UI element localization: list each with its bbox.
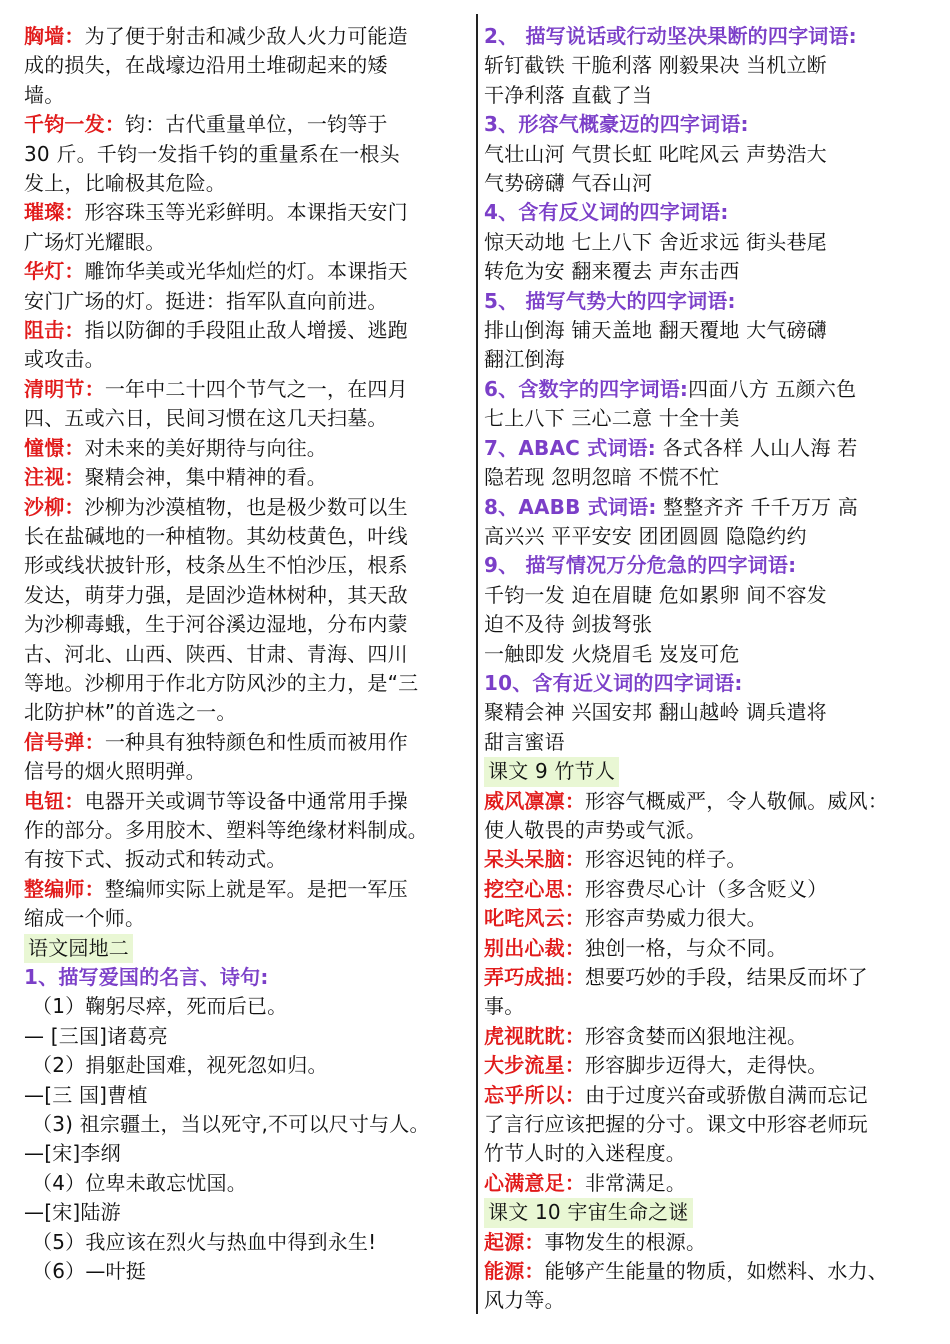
definition: 形容声势威力很大。 <box>585 906 767 931</box>
word-list: 隐若现 忽明忽暗 不慌不忙 <box>484 465 720 490</box>
word-list: 干净利落 直截了当 <box>484 82 653 107</box>
term-colon: ： <box>64 465 85 490</box>
word-list: 一触即发 火烧眉毛 岌岌可危 <box>484 641 740 666</box>
left-column <box>24 22 469 1286</box>
section-heading-line <box>484 757 928 786</box>
definition: 形容气概威严，令人敬佩。威风： <box>585 788 889 813</box>
term-colon: ： <box>564 876 586 901</box>
category-line <box>484 434 928 463</box>
word-list: 转危为安 翻来覆去 声东击西 <box>484 259 740 284</box>
definition-line: 作的部分。多用胶木、塑料等绝缘材料制成。 <box>24 817 428 842</box>
word-list: 斩钉截铁 干脆利落 刚毅果决 当机立断 <box>484 53 827 78</box>
entry-line <box>484 1051 928 1080</box>
definition: 沙柳为沙漠植物，也是极少数可以生 <box>84 494 408 519</box>
definition-line: 北防护林”的首选之一。 <box>24 700 237 725</box>
category-line <box>484 375 928 404</box>
term: 叱咤风云 <box>484 906 565 931</box>
word-list: 气势磅礴 气吞山河 <box>484 171 653 196</box>
term: 挖空心思 <box>484 876 565 901</box>
definition-line: 为沙柳毒蛾，生于河谷溪边湿地，分布内蒙 <box>24 612 408 637</box>
word-list: 气壮山河 气贯长虹 叱咤风云 声势浩大 <box>484 141 827 166</box>
definition: 独创一格，与众不同。 <box>585 935 788 960</box>
section-heading-line <box>24 934 469 963</box>
term-colon: ： <box>564 935 586 960</box>
definition-line: 古、河北、山西、陕西、甘肃、青海、四川 <box>24 641 408 666</box>
term-colon: ： <box>564 965 586 989</box>
entry-line <box>484 787 928 816</box>
entry-line <box>24 110 469 139</box>
definition: 事物发生的根源。 <box>544 1229 707 1254</box>
entry-line <box>484 845 928 874</box>
entry-line <box>484 1169 928 1198</box>
term: 能源 <box>484 1259 525 1284</box>
term: 忘乎所以 <box>484 1082 565 1107</box>
definition: 能够产生能量的物质，如燃料、水力、 <box>544 1259 889 1284</box>
category-heading: 1、描写爱国的名言、诗句: <box>24 965 269 989</box>
category-heading: 5、 描写气势大的四字词语: <box>484 288 736 313</box>
quote-author: — [三国]诸葛亮 <box>24 1023 168 1048</box>
term-colon: ： <box>564 1170 586 1195</box>
definition: 对未来的美好期待与向往。 <box>84 435 328 460</box>
definition-line: 风力等。 <box>484 1288 565 1313</box>
definition-line: 发达，萌芽力强，是固沙造林树种，其天敌 <box>24 582 408 607</box>
term-colon: ： <box>104 112 126 137</box>
definition-line: 四、五或六日，民间习惯在这几天扫墓。 <box>24 406 388 431</box>
definition: 一年中二十四个节气之一，在四月 <box>104 376 408 401</box>
term-colon: ： <box>564 1082 586 1107</box>
entry-line <box>484 1228 928 1257</box>
definition-line: 长在盐碱地的一种植物。其幼枝黄色，叶线 <box>24 523 408 548</box>
entry-line <box>24 198 469 227</box>
term: 清明节 <box>24 376 85 401</box>
category-heading: 3、形容气概豪迈的四字词语: <box>484 112 749 137</box>
definition: 想要巧妙的手段，结果反而坏了 <box>585 965 868 989</box>
definition: 形容贪婪而凶狠地注视。 <box>585 1023 808 1048</box>
definition: 形容脚步迈得大，走得快。 <box>585 1053 828 1078</box>
definition-line: 广场灯光耀眼。 <box>24 229 166 254</box>
category-heading: 2、 描写说话或行动坚决果断的四字词语: <box>484 24 857 48</box>
entry-line <box>24 728 469 757</box>
definition-line: 成的损失，在战壕边沿用土堆砌起来的矮 <box>24 53 388 78</box>
section-heading-line <box>484 1198 928 1227</box>
quote: （3) 祖宗疆土，当以死守,不可以尺寸与人。 <box>32 1112 430 1137</box>
term-colon: ： <box>64 259 85 284</box>
word-list: 四面八方 五颜六色 <box>688 376 857 401</box>
quote-author: —[宋]李纲 <box>24 1141 121 1166</box>
section-heading: 语文园地二 <box>24 934 133 963</box>
definition-line: 使人敬畏的声势或气派。 <box>484 817 707 842</box>
term: 别出心裁 <box>484 935 565 960</box>
definition-line: 安门广场的灯。挺进：指军队直向前进。 <box>24 288 388 313</box>
definition: 指以防御的手段阻止敌人增援、逃跑 <box>84 318 408 343</box>
word-list: 各式各样 人山人海 若 <box>655 435 858 460</box>
entry-line <box>24 787 469 816</box>
definition-line: 竹节人时的入迷程度。 <box>484 1141 686 1166</box>
term-colon: ： <box>64 494 85 519</box>
term-colon: ： <box>564 906 586 931</box>
quote: （6）—叶挺 <box>32 1259 146 1284</box>
word-list: 翻江倒海 <box>484 347 565 372</box>
term: 电钮 <box>24 788 65 813</box>
entry-line <box>484 1022 928 1051</box>
entry-line <box>24 434 469 463</box>
category-heading: 10、含有近义词的四字词语: <box>484 670 743 695</box>
quote: （5）我应该在烈火与热血中得到永生! <box>32 1229 377 1254</box>
definition-line: 形或线状披针形，枝条丛生不怕沙压，根系 <box>24 553 408 578</box>
definition: 形容珠玉等光彩鲜明。本课指天安门 <box>84 200 408 225</box>
entry-line <box>484 1081 928 1110</box>
definition: 一种具有独特颜色和性质而被用作 <box>104 729 408 754</box>
definition-line: 了言行应该把握的分寸。课文中形容老师玩 <box>484 1112 868 1137</box>
word-list: 高兴兴 平平安安 团团圆圆 隐隐约约 <box>484 523 807 548</box>
definition: 整编师实际上就是军。是把一军压 <box>104 876 408 901</box>
definition-line: 缩成一个师。 <box>24 906 146 931</box>
category-heading: 6、含数字的四字词语: <box>484 376 689 401</box>
term: 胸墙 <box>24 24 65 48</box>
word-list: 惊天动地 七上八下 舍近求远 街头巷尾 <box>484 229 827 254</box>
term-colon: ： <box>524 1259 545 1284</box>
term-colon: ： <box>64 200 85 225</box>
definition-line: 事。 <box>484 994 525 1019</box>
term-colon: ： <box>564 788 586 813</box>
entry-line <box>484 875 928 904</box>
category-line <box>484 493 928 522</box>
term: 心满意足 <box>484 1170 565 1195</box>
word-list: 七上八下 三心二意 十全十美 <box>484 406 740 431</box>
category-heading: 9、 描写情况万分危急的四字词语: <box>484 553 797 578</box>
quote: （2）捐躯赴国难，视死忽如归。 <box>32 1053 328 1078</box>
term-colon: ： <box>564 1023 586 1048</box>
term-colon: ： <box>64 788 85 813</box>
right-column <box>484 22 928 1316</box>
term-colon: ： <box>64 318 85 343</box>
term: 注视 <box>24 465 65 490</box>
entry-line <box>24 875 469 904</box>
term-colon: ： <box>564 1053 586 1078</box>
word-list: 甜言蜜语 <box>484 729 565 754</box>
entry-line <box>24 22 469 51</box>
term-colon: ： <box>64 24 85 48</box>
term-colon: ： <box>64 435 85 460</box>
definition: 雕饰华美或光华灿烂的灯。本课指天 <box>84 259 408 284</box>
category-heading: 7、ABAC 式词语: <box>484 435 656 460</box>
word-list: 聚精会神 兴国安邦 翻山越岭 调兵遣将 <box>484 700 827 725</box>
entry-line <box>24 463 469 492</box>
definition: 非常满足。 <box>585 1170 687 1195</box>
entry-line <box>24 316 469 345</box>
word-list: 千钧一发 迫在眉睫 危如累卵 间不容发 <box>484 582 827 607</box>
definition: 由于过度兴奋或骄傲自满而忘记 <box>585 1082 868 1107</box>
definition: 为了便于射击和减少敌人火力可能造 <box>84 24 408 48</box>
definition: 电器开关或调节等设备中通常用手操 <box>84 788 408 813</box>
definition: 钧：古代重量单位，一钧等于 <box>125 112 388 137</box>
term-colon: ： <box>84 729 105 754</box>
quote-author: —[宋]陆游 <box>24 1200 121 1225</box>
entry-line <box>484 904 928 933</box>
term: 千钧一发 <box>24 112 105 137</box>
definition: 形容费尽心计（多含贬义） <box>585 876 828 901</box>
entry-line <box>24 257 469 286</box>
entry-line <box>484 963 928 992</box>
column-divider <box>476 14 478 1314</box>
category-heading: 4、含有反义词的四字词语: <box>484 200 729 225</box>
term-colon: ： <box>84 376 105 401</box>
term-colon: ： <box>84 876 105 901</box>
term: 憧憬 <box>24 435 65 460</box>
term: 大步流星 <box>484 1053 565 1078</box>
term: 呆头呆脑 <box>484 847 565 872</box>
word-list: 整整齐齐 千千万万 高 <box>656 494 859 519</box>
category-heading: 8、AABB 式词语: <box>484 494 657 519</box>
section-heading: 课文 10 宇宙生命之谜 <box>484 1198 693 1227</box>
term: 璀璨 <box>24 200 65 225</box>
term: 整编师 <box>24 876 85 901</box>
term-colon: ： <box>524 1229 545 1254</box>
entry-line <box>24 375 469 404</box>
definition-line: 墙。 <box>24 82 65 107</box>
section-heading: 课文 9 竹节人 <box>484 757 619 786</box>
entry-line <box>24 493 469 522</box>
term: 虎视眈眈 <box>484 1023 565 1048</box>
term: 沙柳 <box>24 494 65 519</box>
entry-line <box>484 1257 928 1286</box>
definition: 形容迟钝的样子。 <box>585 847 747 872</box>
definition-line: 发上，比喻极其危险。 <box>24 171 226 196</box>
term: 弄巧成拙 <box>484 965 565 989</box>
quote-author: —[三 国]曹植 <box>24 1082 148 1107</box>
word-list: 迫不及待 剑拔弩张 <box>484 612 653 637</box>
definition-line: 信号的烟火照明弹。 <box>24 759 206 784</box>
term: 威风凛凛 <box>484 788 565 813</box>
term: 起源 <box>484 1229 525 1254</box>
definition-line: 或攻击。 <box>24 347 105 372</box>
term: 阻击 <box>24 318 65 343</box>
term: 信号弹 <box>24 729 85 754</box>
term: 华灯 <box>24 259 65 284</box>
entry-line <box>484 934 928 963</box>
term-colon: ： <box>564 847 586 872</box>
definition: 聚精会神，集中精神的看。 <box>84 465 328 490</box>
word-list: 排山倒海 铺天盖地 翻天覆地 大气磅礴 <box>484 318 827 343</box>
quote: （4）位卑未敢忘忧国。 <box>32 1170 247 1195</box>
quote: （1）鞠躬尽瘁，死而后已。 <box>32 994 288 1019</box>
definition-line: 30 斤。千钧一发指千钧的重量系在一根头 <box>24 141 400 166</box>
definition-line: 等地。沙柳用于作北方防风沙的主力，是“三 <box>24 670 419 695</box>
definition-line: 有按下式、扳动式和转动式。 <box>24 847 287 872</box>
